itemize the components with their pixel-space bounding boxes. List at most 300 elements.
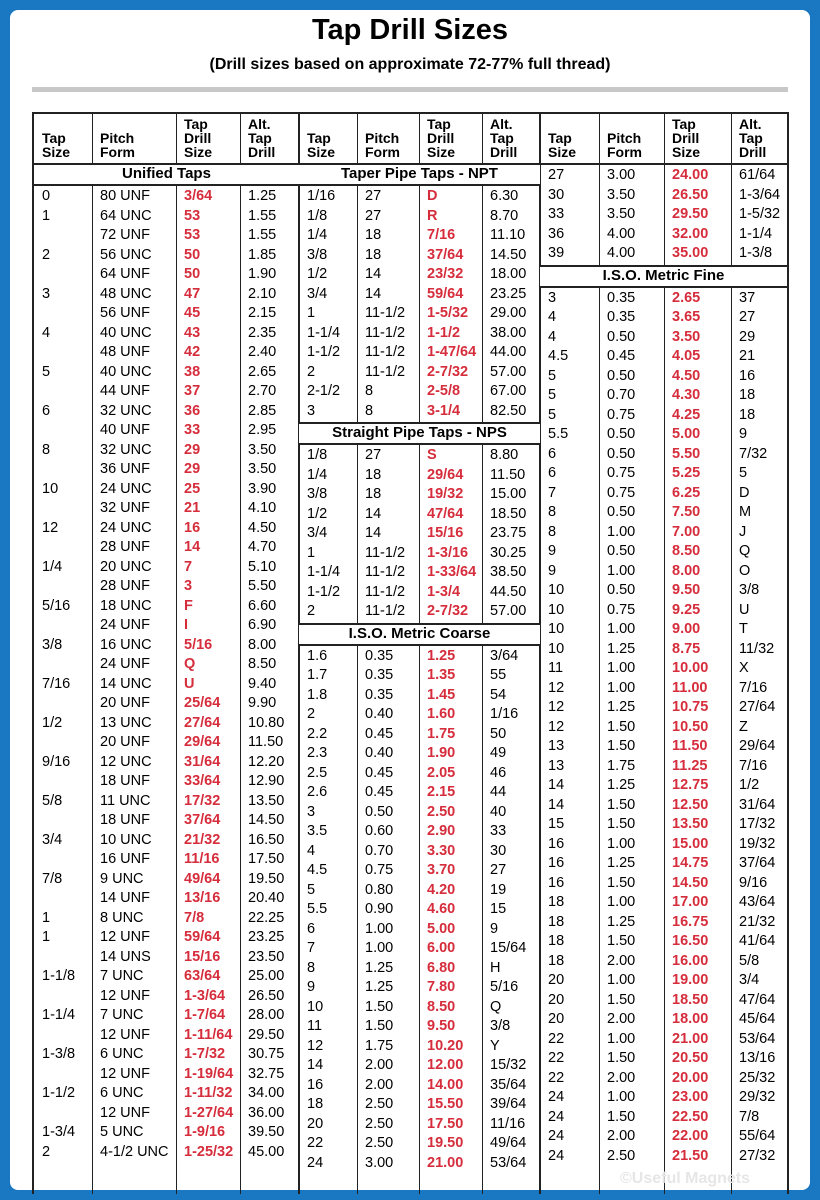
column-divider <box>419 114 420 1194</box>
alt-tap-drill: 18.50 <box>490 505 527 522</box>
column-header-line: Drill <box>739 144 767 160</box>
pitch-form: 1.00 <box>607 1089 636 1105</box>
pitch-form: 0.45 <box>365 725 394 742</box>
tap-drill-size: 8.50 <box>427 998 456 1015</box>
alt-tap-drill: 38.50 <box>490 564 527 580</box>
alt-tap-drill: 33 <box>490 823 507 839</box>
tap-size: 9 <box>548 543 557 559</box>
alt-tap-drill: D <box>739 484 750 501</box>
alt-tap-drill: 1-3/64 <box>739 186 781 203</box>
tap-size: 2 <box>307 363 316 380</box>
tap-drill-size: 10.20 <box>427 1037 464 1054</box>
tap-drill-size: 2.65 <box>672 289 701 306</box>
tap-drill-size: 1-3/64 <box>184 987 226 1004</box>
alt-tap-drill: 44.50 <box>490 583 527 600</box>
pitch-form: 12 UNF <box>100 929 150 945</box>
tap-drill-size: 50 <box>184 266 201 282</box>
pitch-form: 16 UNF <box>100 851 150 867</box>
pitch-form: 0.50 <box>607 504 636 520</box>
alt-tap-drill: 14.50 <box>248 812 285 828</box>
alt-tap-drill: 30.25 <box>490 544 527 561</box>
tap-drill-size: 2.90 <box>427 823 456 839</box>
tap-size: 1 <box>42 929 51 945</box>
tap-drill-size: 4.60 <box>427 901 456 917</box>
pitch-form: 18 UNF <box>100 812 150 828</box>
pitch-form: 44 UNF <box>100 383 150 399</box>
pitch-form: 2.50 <box>365 1135 394 1151</box>
tap-drill-size: 31/64 <box>184 753 221 770</box>
alt-tap-drill: 5 <box>739 465 748 481</box>
tap-drill-size: 21.00 <box>427 1154 464 1171</box>
group-divider <box>298 114 300 1194</box>
tap-drill-size: 45 <box>184 305 201 321</box>
tap-drill-size: 7.00 <box>672 523 701 540</box>
tap-size: 2-1/2 <box>307 383 341 399</box>
pitch-form: 1.75 <box>365 1037 394 1054</box>
alt-tap-drill: 61/64 <box>739 167 776 183</box>
alt-tap-drill: 82.50 <box>490 402 527 419</box>
pitch-form: 0.50 <box>607 543 636 559</box>
pitch-form: 11 UNC <box>100 792 151 809</box>
pitch-form: 48 UNC <box>100 285 152 302</box>
pitch-form: 3.50 <box>607 186 636 203</box>
pitch-form: 1.00 <box>607 894 636 910</box>
column-header-line: Drill <box>184 130 212 146</box>
copyright-watermark: ©Useful Magnets <box>620 1170 751 1187</box>
alt-tap-drill: 40 <box>490 803 507 820</box>
tap-size: 8 <box>307 959 316 976</box>
pitch-form: 4.00 <box>607 225 636 242</box>
column-header-line: Size <box>307 144 336 160</box>
tap-drill-size: 2.50 <box>427 803 456 820</box>
alt-tap-drill: 11/16 <box>490 1115 526 1132</box>
pitch-form: 0.75 <box>365 862 394 878</box>
tap-size: 1-3/4 <box>42 1124 76 1140</box>
pitch-form: 7 UNC <box>100 968 144 984</box>
pitch-form: 2.00 <box>365 1057 394 1073</box>
pitch-form: 1.50 <box>607 991 636 1008</box>
tap-size: 7 <box>307 940 316 956</box>
pitch-form: 1.25 <box>607 913 636 930</box>
tap-drill-size: 12.00 <box>427 1057 464 1073</box>
tap-size: 12 <box>548 699 565 715</box>
alt-tap-drill: 15/32 <box>490 1057 527 1073</box>
alt-tap-drill: 29.50 <box>248 1026 285 1043</box>
tap-drill-size: U <box>184 675 195 692</box>
tap-drill-size: 32.00 <box>672 225 709 242</box>
tap-size: 5 <box>548 406 557 423</box>
tap-drill-size: 3.30 <box>427 842 456 859</box>
alt-tap-drill: 5.10 <box>248 558 277 575</box>
tap-size: 3.5 <box>307 823 328 839</box>
section-rule <box>299 443 540 445</box>
alt-tap-drill: 8.00 <box>248 636 277 653</box>
alt-tap-drill: 34.00 <box>248 1085 285 1101</box>
alt-tap-drill: 15.00 <box>490 486 527 502</box>
pitch-form: 20 UNF <box>100 734 150 750</box>
tap-drill-size: 1-7/32 <box>184 1046 226 1062</box>
alt-tap-drill: 20.40 <box>248 890 285 906</box>
pitch-form: 28 UNF <box>100 578 150 594</box>
tap-drill-size: 9.50 <box>672 582 701 598</box>
tap-size: 2.6 <box>307 784 328 800</box>
tap-drill-size: 14 <box>184 539 201 555</box>
section-title: Straight Pipe Taps - NPS <box>332 424 507 441</box>
tap-size: 1/4 <box>307 227 328 243</box>
alt-tap-drill: 1.25 <box>248 188 277 204</box>
pitch-form: 2.50 <box>365 1096 394 1112</box>
tap-drill-size: 59/64 <box>184 929 221 945</box>
pitch-form: 40 UNF <box>100 422 150 438</box>
tap-drill-size: 21 <box>184 500 201 516</box>
tap-drill-size: 1.75 <box>427 725 456 742</box>
tap-drill-size: 3.65 <box>672 309 701 325</box>
pitch-form: 0.60 <box>365 823 394 839</box>
pitch-form: 12 UNF <box>100 1065 150 1082</box>
tap-drill-size: 6.25 <box>672 484 701 501</box>
section-title: I.S.O. Metric Fine <box>602 266 725 284</box>
tap-drill-size: 14.75 <box>672 855 709 871</box>
column-header-line: Size <box>184 144 213 160</box>
tap-size: 2.2 <box>307 725 328 742</box>
pitch-form: 36 UNF <box>100 461 150 477</box>
tap-size: 5 <box>548 367 557 384</box>
alt-tap-drill: 3.50 <box>248 461 277 477</box>
pitch-form: 24 UNC <box>100 519 152 536</box>
column-header-line: Tap <box>672 116 696 132</box>
tap-drill-size: 9.25 <box>672 601 701 618</box>
pitch-form: 2.00 <box>607 1069 636 1086</box>
pitch-form: 0.50 <box>607 426 636 442</box>
pitch-form: 4-1/2 UNC <box>100 1143 169 1160</box>
pitch-form: 24 UNF <box>100 656 150 672</box>
pitch-form: 1.25 <box>607 640 636 657</box>
column-header-line: Drill <box>248 144 276 160</box>
tap-size: 1-1/4 <box>42 1007 76 1023</box>
alt-tap-drill: 4.70 <box>248 539 277 555</box>
column-header-line: Form <box>100 144 135 160</box>
column-header <box>548 131 576 159</box>
alt-tap-drill: 49 <box>490 745 507 761</box>
column-header-line: Pitch <box>365 130 400 146</box>
tap-drill-size: 2-7/32 <box>427 603 469 619</box>
tap-size: 9 <box>548 562 557 579</box>
tap-drill-size: 29 <box>184 441 201 458</box>
tap-drill-size: 49/64 <box>184 870 221 887</box>
pitch-form: 8 <box>365 402 374 419</box>
column-header <box>490 117 517 159</box>
tap-size: 6 <box>307 920 316 937</box>
alt-tap-drill: 3/8 <box>490 1018 511 1034</box>
tap-drill-size: 29/64 <box>184 734 221 750</box>
column-header <box>42 131 70 159</box>
tap-size: 5.5 <box>548 426 569 442</box>
alt-tap-drill: 29.00 <box>490 305 527 321</box>
tap-drill-size: 11/16 <box>184 851 220 867</box>
tap-size: 14 <box>548 777 565 793</box>
tap-drill-size: 15/16 <box>184 948 221 965</box>
alt-tap-drill: 18 <box>739 406 756 423</box>
tap-size: 5/16 <box>42 597 71 614</box>
alt-tap-drill: J <box>739 523 747 540</box>
pitch-form: 28 UNF <box>100 539 150 555</box>
tap-drill-size: 33/64 <box>184 773 221 789</box>
column-header <box>248 117 275 159</box>
alt-tap-drill: 2.70 <box>248 383 277 399</box>
tap-drill-size: 1-11/64 <box>184 1026 233 1043</box>
tap-drill-size: D <box>427 188 438 204</box>
pitch-form: 12 UNF <box>100 987 150 1004</box>
pitch-form: 2.00 <box>365 1076 394 1093</box>
tap-drill-size: 25 <box>184 480 201 497</box>
tap-size: 24 <box>307 1154 324 1171</box>
tap-size: 14 <box>548 796 565 813</box>
tap-drill-size: 4.05 <box>672 348 701 364</box>
alt-tap-drill: 55/64 <box>739 1128 776 1144</box>
tap-drill-size: 1-3/16 <box>427 544 469 561</box>
pitch-form: 0.50 <box>607 582 636 598</box>
pitch-form: 80 UNF <box>100 188 150 204</box>
column-header-line: Form <box>607 144 642 160</box>
column-header-line: Pitch <box>607 130 642 146</box>
pitch-form: 18 <box>365 227 382 243</box>
pitch-form: 1.00 <box>607 679 636 696</box>
alt-tap-drill: 6.60 <box>248 597 277 614</box>
column-header <box>100 131 135 159</box>
tap-drill-size: 42 <box>184 344 201 360</box>
pitch-form: 1.25 <box>607 777 636 793</box>
pitch-form: 1.00 <box>607 562 636 579</box>
tap-drill-size: 4.20 <box>427 881 456 898</box>
section-rule <box>540 163 787 165</box>
tap-drill-size: 1-27/64 <box>184 1104 234 1121</box>
alt-tap-drill: 5.50 <box>248 578 277 594</box>
tap-drill-size: 1.35 <box>427 667 456 683</box>
section-title: I.S.O. Metric Coarse <box>348 624 491 642</box>
tap-drill-size: 1.60 <box>427 706 456 722</box>
tap-drill-size: 16 <box>184 519 201 536</box>
alt-tap-drill: 45/64 <box>739 1011 776 1027</box>
tap-drill-size: 4.25 <box>672 406 701 423</box>
column-header <box>365 131 400 159</box>
tap-size: 13 <box>548 757 565 774</box>
tap-size: 24 <box>548 1089 565 1105</box>
tap-drill-size: 5.00 <box>427 920 456 937</box>
alt-tap-drill: 44.00 <box>490 344 527 360</box>
alt-tap-drill: 12.20 <box>248 753 285 770</box>
tap-size: 3 <box>307 402 316 419</box>
pitch-form: 20 UNF <box>100 695 150 711</box>
pitch-form: 9 UNC <box>100 870 144 887</box>
alt-tap-drill: 11.50 <box>490 466 526 483</box>
pitch-form: 32 UNC <box>100 402 152 419</box>
pitch-form: 0.50 <box>607 445 636 462</box>
tap-drill-size: 2.05 <box>427 764 456 781</box>
pitch-form: 0.35 <box>607 289 636 306</box>
column-header-line: Tap <box>42 130 66 146</box>
tap-drill-size: 16.00 <box>672 952 709 969</box>
alt-tap-drill: 7/16 <box>739 679 768 696</box>
tap-drill-size: 21.00 <box>672 1030 709 1047</box>
alt-tap-drill: 9.40 <box>248 675 277 692</box>
tap-size: 14 <box>307 1057 324 1073</box>
column-divider <box>240 114 241 1194</box>
tap-drill-size: 29/64 <box>427 466 464 483</box>
pitch-form: 1.00 <box>607 523 636 540</box>
column-header-line: Size <box>548 144 577 160</box>
alt-tap-drill: 6.90 <box>248 617 277 633</box>
tap-drill-size: 11.00 <box>672 679 708 696</box>
tap-drill-size: 17.00 <box>672 894 709 910</box>
pitch-form: 3.50 <box>607 206 636 222</box>
tap-drill-size: 11.25 <box>672 757 708 774</box>
tap-size: 11 <box>307 1018 323 1034</box>
tap-drill-size: 6.00 <box>427 940 456 956</box>
pitch-form: 1.50 <box>365 1018 394 1034</box>
tap-size: 1/2 <box>42 714 63 731</box>
pitch-form: 18 <box>365 486 382 502</box>
pitch-form: 3.00 <box>607 167 636 183</box>
tap-drill-size: 29.50 <box>672 206 709 222</box>
pitch-form: 14 <box>365 285 382 302</box>
pitch-form: 0.50 <box>365 803 394 820</box>
alt-tap-drill: 25.00 <box>248 968 285 984</box>
tap-drill-size: 3.70 <box>427 862 456 878</box>
tap-drill-size: 3/64 <box>184 188 213 204</box>
tap-size: 5 <box>42 363 51 380</box>
pitch-form: 14 <box>365 525 382 541</box>
alt-tap-drill: 2.15 <box>248 305 277 321</box>
tap-size: 6 <box>548 445 557 462</box>
tap-size: 1.7 <box>307 667 328 683</box>
tap-drill-size: 37/64 <box>184 812 221 828</box>
column-header-line: Tap <box>184 116 208 132</box>
tap-size: 1.8 <box>307 686 328 703</box>
tap-drill-size: 12.50 <box>672 796 709 813</box>
pitch-form: 1.50 <box>607 738 636 754</box>
tap-drill-size: 23.00 <box>672 1089 709 1105</box>
tap-drill-size: 1-9/16 <box>184 1124 226 1140</box>
pitch-form: 14 UNC <box>100 675 152 692</box>
pitch-form: 0.70 <box>607 387 636 403</box>
tap-size: 33 <box>548 206 565 222</box>
tap-drill-size: 18.00 <box>672 1011 709 1027</box>
alt-tap-drill: 21 <box>739 348 756 364</box>
tap-size: 16 <box>548 874 565 891</box>
pitch-form: 11-1/2 <box>365 363 406 380</box>
pitch-form: 1.50 <box>607 874 636 891</box>
tap-size: 1-1/2 <box>307 344 341 360</box>
tap-size: 1/2 <box>307 505 328 522</box>
column-header-line: Tap <box>548 130 572 146</box>
alt-tap-drill: 16.50 <box>248 831 285 848</box>
tap-drill-size: 14.50 <box>672 874 709 891</box>
tap-drill-size: 22.00 <box>672 1128 709 1144</box>
tap-size: 9/16 <box>42 753 71 770</box>
tap-size: 15 <box>548 816 565 832</box>
column-header-line: Drill <box>427 130 455 146</box>
tap-drill-size: 6.80 <box>427 959 456 976</box>
tap-drill-size: 16.75 <box>672 913 709 930</box>
pitch-form: 27 <box>365 188 382 204</box>
tap-drill-size: 17/32 <box>184 792 221 809</box>
tap-size: 20 <box>548 991 565 1008</box>
tap-size: 4.5 <box>548 348 569 364</box>
tap-drill-size: 7/8 <box>184 909 205 926</box>
pitch-form: 64 UNF <box>100 266 150 282</box>
pitch-form: 0.90 <box>365 901 394 917</box>
tap-size: 8 <box>548 504 557 520</box>
alt-tap-drill: 15 <box>490 901 507 917</box>
tap-drill-size: 1-19/64 <box>184 1065 234 1082</box>
pitch-form: 11-1/2 <box>365 583 406 600</box>
tap-drill-size: 2.15 <box>427 784 456 800</box>
tap-size: 16 <box>307 1076 324 1093</box>
alt-tap-drill: 2.65 <box>248 363 277 380</box>
tap-size: 8 <box>42 441 51 458</box>
pitch-form: 13 UNC <box>100 714 152 731</box>
title-divider <box>32 87 788 92</box>
alt-tap-drill: 37 <box>739 289 756 306</box>
alt-tap-drill: H <box>490 959 501 976</box>
tap-size: 18 <box>548 952 565 969</box>
tap-drill-size: Q <box>184 656 196 672</box>
tap-size: 5 <box>548 387 557 403</box>
alt-tap-drill: 25/32 <box>739 1069 776 1086</box>
tap-size: 3/4 <box>307 525 328 541</box>
pitch-form: 12 UNC <box>100 753 152 770</box>
tap-drill-size: 15.50 <box>427 1096 464 1112</box>
alt-tap-drill: 23.25 <box>490 285 527 302</box>
tap-size: 20 <box>548 1011 565 1027</box>
tap-drill-size: 14.00 <box>427 1076 464 1093</box>
tap-drill-size: 8.75 <box>672 640 701 657</box>
pitch-form: 1.00 <box>607 621 636 637</box>
pitch-form: 32 UNC <box>100 441 152 458</box>
tap-size: 0 <box>42 188 51 204</box>
tap-size: 7/8 <box>42 870 63 887</box>
pitch-form: 18 <box>365 246 382 263</box>
tap-drill-size: 27/64 <box>184 714 221 731</box>
column-header <box>607 131 642 159</box>
alt-tap-drill: 7/32 <box>739 445 768 462</box>
pitch-form: 2.00 <box>607 1128 636 1144</box>
column-header <box>184 117 212 159</box>
tap-drill-size: 3-1/4 <box>427 402 461 419</box>
tap-size: 1-1/8 <box>42 968 76 984</box>
alt-tap-drill: 7/16 <box>739 757 768 774</box>
column-divider <box>92 114 93 1194</box>
pitch-form: 27 <box>365 447 382 463</box>
alt-tap-drill: 30.75 <box>248 1046 285 1062</box>
column-header-line: Tap <box>739 130 763 146</box>
pitch-form: 1.00 <box>607 660 636 676</box>
column-header-line: Drill <box>490 144 518 160</box>
alt-tap-drill: 5/16 <box>490 979 519 995</box>
tap-drill-size: 8.00 <box>672 562 701 579</box>
tap-drill-size: 19/32 <box>427 486 464 502</box>
alt-tap-drill: 11/32 <box>739 640 775 657</box>
tap-drill-size: 37/64 <box>427 246 464 263</box>
tap-drill-size: 24.00 <box>672 167 709 183</box>
pitch-form: 6 UNC <box>100 1085 144 1101</box>
column-header-line: Size <box>672 144 701 160</box>
tap-drill-size: 9.50 <box>427 1018 456 1034</box>
tap-size: 30 <box>548 186 565 203</box>
alt-tap-drill: 37/64 <box>739 855 776 871</box>
pitch-form: 0.35 <box>365 686 394 703</box>
tap-drill-size: 7.80 <box>427 979 456 995</box>
